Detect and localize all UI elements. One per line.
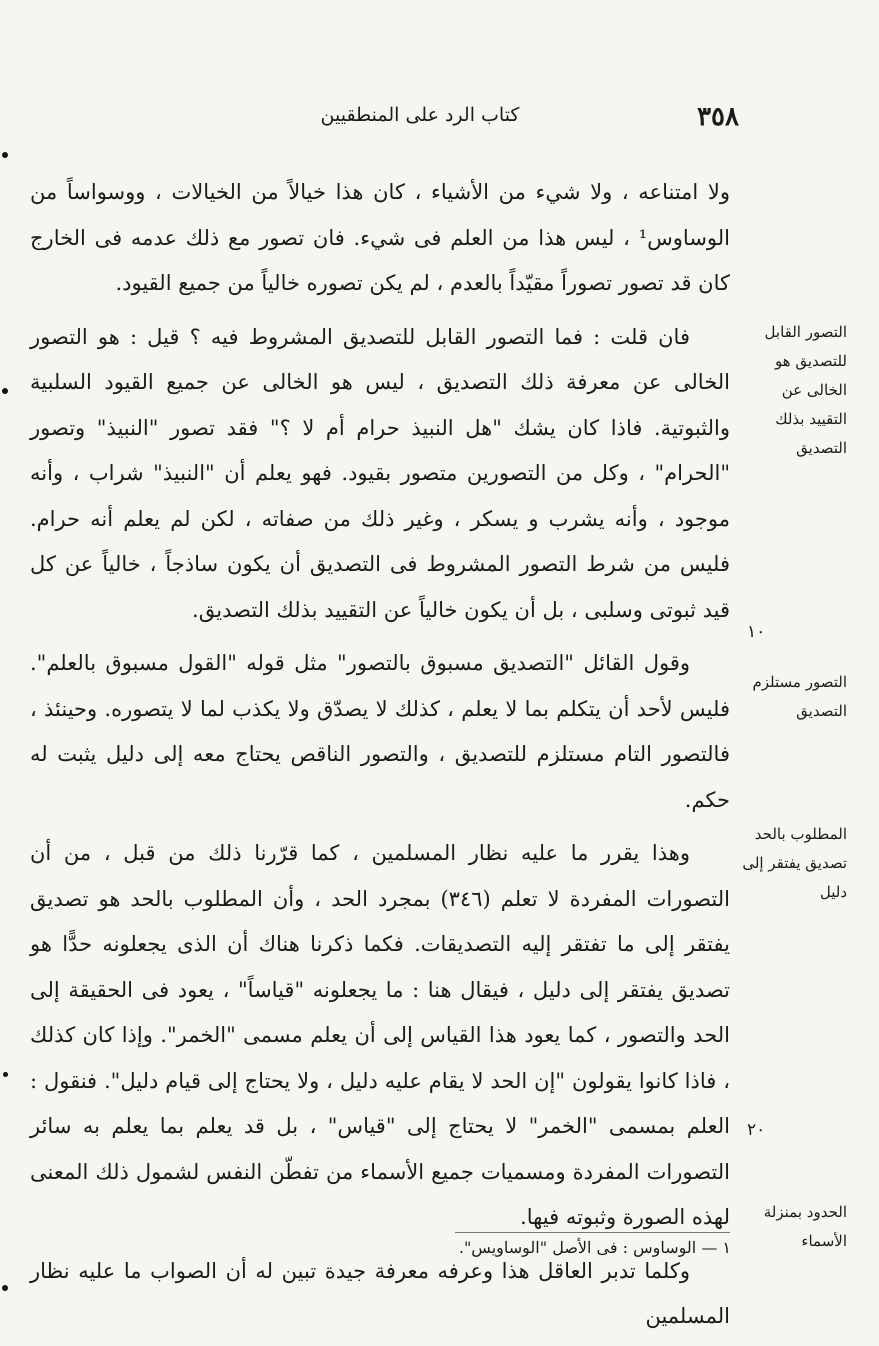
margin-note-1: التصور القابل للتصديق هو الخالى عن التقييد بذلك التصديق	[764, 323, 847, 457]
main-text	[30, 170, 730, 1340]
margin-note-4: الحدود بمنزلة الأسماء	[763, 1203, 847, 1250]
line-number-20: ٢٠	[747, 1120, 766, 1140]
paragraph-2: فان قلت : فما التصور القابل للتصديق المشروط فيه ؟ قيل : هو التصور الخالى عن معرفة ذلك التصديق ، ليس هو الخالى عن جميع القيود السلبية والثبوتية. فاذا كان يشك "هل النبيذ حرام أم لا ؟" فقد تصور "النبيذ" وتصور "الحرام" ، وكل من التصورين متصور بقيود. فهو يعلم أن "النبيذ" شراب ، وأنه موجود ، وأنه يشرب و يسكر ، وغير ذلك من صفاته ، لكن لم يعلم أنه حرام. فليس من شرط التصور المشروط فى التصديق أن يكون ساذجاً ، خالياً عن كل قيد ثبوتى وسلبى ، بل أن يكون خالياً عن التقييد بذلك التصديق.	[30, 324, 730, 622]
paragraph-1: ولا امتناعه ، ولا شيء من الأشياء ، كان هذا خيالاً من الخيالات ، ووسواساً من الوساوس¹ ، ليس هذا من العلم فى شيء. فان تصور مع ذلك عدمه فى الخارج كان قد تصور تصوراً مقيّداً بالعدم ، لم يكن تصوره خالياً من جميع القيود.	[30, 180, 730, 295]
paragraph-5: وكلما تدبر العاقل هذا وعرفه معرفة جيدة تبين له أن الصواب ما عليه نظار المسلمين	[30, 1258, 730, 1328]
footnote: ١ — الوساوس : فى الأصل "الوساويس".	[458, 1238, 731, 1257]
scan-speck	[2, 1285, 8, 1291]
margin-note-3: المطلوب بالحد تصديق يفتقر إلى دليل	[742, 825, 847, 901]
scan-speck	[3, 1072, 8, 1077]
page-header	[0, 100, 879, 140]
paragraph-3: وقول القائل "التصديق مسبوق بالتصور" مثل قوله "القول مسبوق بالعلم". فليس لأحد أن يتكلم بما لا يعلم ، كذلك لا يصدّق ولا يكذب لما لا يتصوره. وحينئذ ، فالتصور التام مستلزم للتصديق ، والتصور الناقص يحتاج معه إلى دليل يثبت له حكم.	[30, 651, 730, 812]
page-number: ٣٥٨	[697, 102, 739, 132]
scan-speck	[2, 152, 8, 158]
line-number-10: ١٠	[747, 622, 766, 642]
paragraph-4: وهذا يقرر ما عليه نظار المسلمين ، كما قرّرنا ذلك من قبل ، من أن التصورات المفردة لا تعلم (٣٤٦) بمجرد الحد ، وأن المطلوب بالحد هو تصديق يفتقر إلى ما تفتقر إليه التصديقات. فكما ذكرنا هناك أن الذى يجعلونه حدًّا هو تصديق يفتقر إلى دليل ، فيقال هنا : ما يجعلونه "قياساً" ، يعود فى الحقيقة إلى الحد والتصور ، كما يعود هذا القياس إلى أن يعلم مسمى "الخمر". وإذا كان كذلك ، فاذا كانوا يقولون "إن الحد لا يقام عليه دليل ، ولا يحتاج إلى قيام دليل". فنقول : العلم بمسمى "الخمر" لا يحتاج إلى "قياس" ، بل قد يعلم بما يعلم به سائر التصورات المفردة ومسميات جميع الأسماء من تفطّن النفس لشمول ذلك المعنى لهذه الصورة وثبوته فيها.	[30, 841, 731, 1229]
footnote-rule	[455, 1232, 730, 1233]
running-title: كتاب الرد على المنطقيين	[320, 104, 520, 126]
margin-note-2: التصور مستلزم التصديق	[752, 673, 847, 720]
scan-speck	[2, 388, 8, 394]
